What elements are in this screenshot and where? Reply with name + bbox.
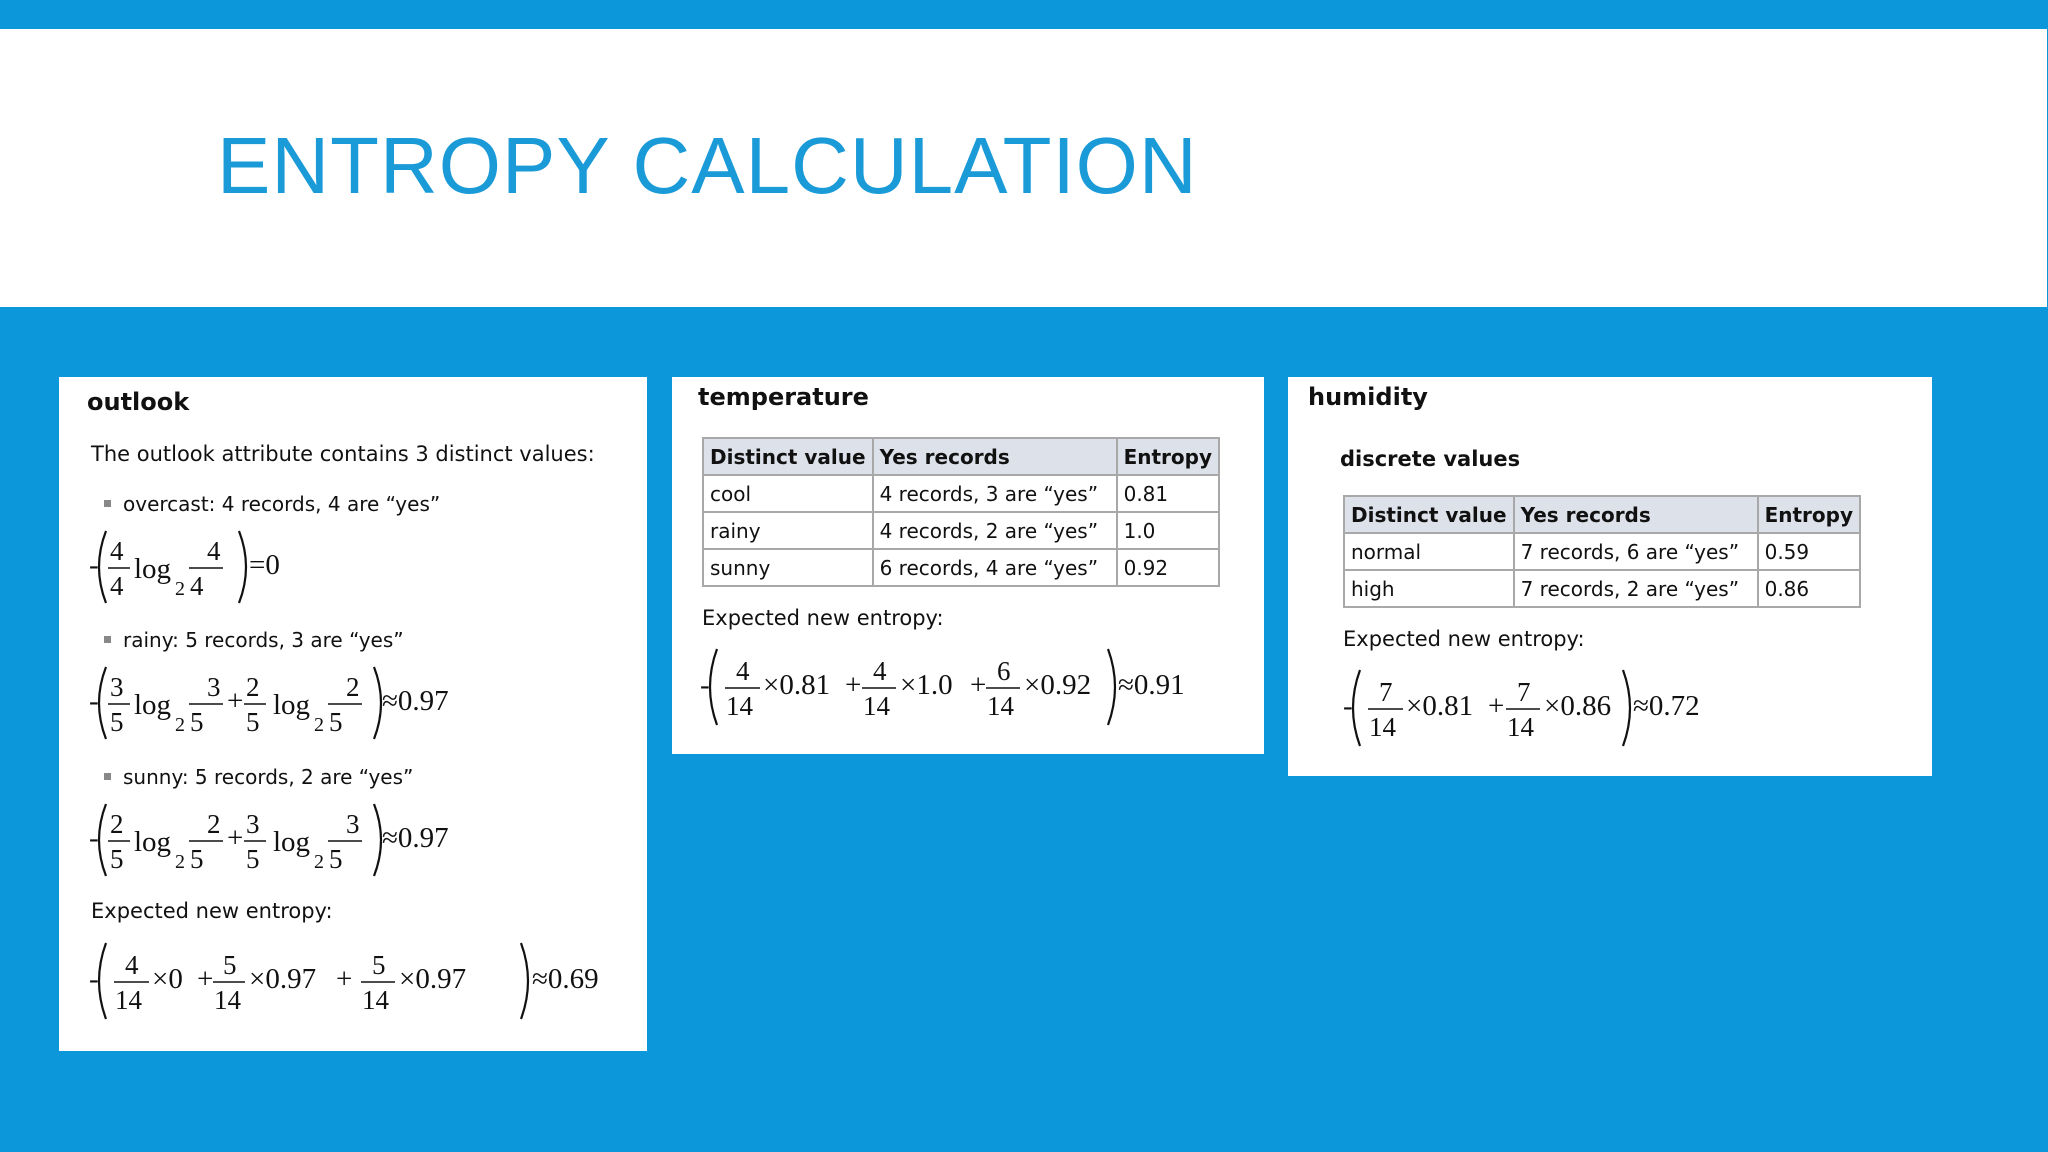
svg-text:14: 14 (863, 691, 890, 721)
column-header: Yes records (873, 438, 1117, 475)
outlook-expected-label: Expected new entropy: (91, 899, 333, 923)
svg-text:+: + (336, 963, 353, 995)
outlook-intro: The outlook attribute contains 3 distinct values: (91, 442, 595, 466)
svg-text:6: 6 (997, 656, 1011, 686)
column-header: Entropy (1117, 438, 1219, 475)
svg-text:-: - (1343, 690, 1353, 722)
svg-text:2: 2 (175, 851, 185, 873)
svg-text:5: 5 (372, 950, 386, 980)
temperature-panel (672, 377, 1264, 754)
svg-text:3: 3 (246, 809, 260, 839)
bullet-icon (104, 636, 111, 643)
svg-text:14: 14 (115, 985, 142, 1015)
svg-text:4: 4 (110, 571, 124, 601)
table-cell: 0.81 (1117, 475, 1219, 512)
svg-text:4: 4 (873, 656, 887, 686)
svg-text:+: + (845, 669, 862, 701)
table-cell: normal (1344, 533, 1514, 570)
formula-temperature-expected (700, 645, 1200, 729)
table-cell: high (1344, 570, 1514, 607)
svg-text:×1.0: ×1.0 (900, 669, 953, 701)
svg-text:×0.97: ×0.97 (399, 963, 467, 995)
svg-text:log: log (273, 689, 311, 721)
svg-text:=0: =0 (249, 549, 280, 581)
svg-text:2: 2 (314, 851, 324, 873)
svg-text:14: 14 (362, 985, 389, 1015)
table-cell: rainy (703, 512, 873, 549)
svg-text:×0: ×0 (152, 963, 183, 995)
svg-text:4: 4 (110, 536, 124, 566)
table-cell: 7 records, 6 are “yes” (1514, 533, 1758, 570)
svg-text:≈0.97: ≈0.97 (382, 685, 449, 717)
table-header-row (1344, 496, 1860, 533)
svg-text:+: + (1488, 690, 1505, 722)
svg-text:+: + (197, 963, 214, 995)
table-cell: 0.86 (1758, 570, 1860, 607)
table-row (1344, 533, 1860, 570)
svg-text:+: + (227, 822, 244, 854)
humidity-expected-label: Expected new entropy: (1343, 627, 1585, 651)
svg-text:×0.81: ×0.81 (763, 669, 831, 701)
temperature-title: temperature (698, 383, 869, 411)
svg-text:5: 5 (190, 707, 204, 737)
svg-text:-: - (700, 669, 710, 701)
svg-text:7: 7 (1517, 677, 1531, 707)
humidity-panel (1288, 377, 1932, 776)
svg-text:14: 14 (726, 691, 753, 721)
svg-text:5: 5 (110, 844, 124, 874)
svg-text:5: 5 (190, 844, 204, 874)
table-cell: 4 records, 3 are “yes” (873, 475, 1117, 512)
svg-text:4: 4 (190, 571, 204, 601)
svg-text:-: - (89, 549, 99, 581)
formula-sunny (89, 800, 489, 880)
svg-text:log: log (134, 826, 172, 858)
table-row (703, 512, 1219, 549)
column-header: Distinct value (1344, 496, 1514, 533)
humidity-title: humidity (1308, 383, 1428, 411)
svg-text:2: 2 (246, 672, 260, 702)
svg-text:log: log (134, 553, 172, 585)
svg-text:log: log (134, 689, 172, 721)
svg-text:≈0.97: ≈0.97 (382, 822, 449, 854)
column-header: Distinct value (703, 438, 873, 475)
svg-text:14: 14 (1507, 712, 1534, 742)
svg-text:4: 4 (125, 950, 139, 980)
table-cell: 0.59 (1758, 533, 1860, 570)
svg-text:×0.86: ×0.86 (1544, 690, 1612, 722)
svg-text:2: 2 (346, 672, 360, 702)
svg-text:5: 5 (246, 844, 260, 874)
svg-text:3: 3 (346, 809, 360, 839)
svg-text:2: 2 (110, 809, 124, 839)
table-cell: 4 records, 2 are “yes” (873, 512, 1117, 549)
svg-text:14: 14 (987, 691, 1014, 721)
svg-text:5: 5 (223, 950, 237, 980)
svg-text:3: 3 (110, 672, 124, 702)
outlook-panel (59, 377, 647, 1051)
table-header-row (703, 438, 1219, 475)
svg-text:14: 14 (214, 985, 241, 1015)
svg-text:≈0.91: ≈0.91 (1118, 669, 1185, 701)
temperature-table (702, 437, 1220, 587)
svg-text:2: 2 (207, 809, 221, 839)
svg-text:5: 5 (329, 844, 343, 874)
temperature-expected-label: Expected new entropy: (702, 606, 944, 630)
bullet-sunny: sunny: 5 records, 2 are “yes” (104, 765, 413, 789)
svg-text:-: - (89, 822, 99, 854)
bullet-icon (104, 773, 111, 780)
formula-overcast (89, 527, 329, 607)
svg-text:4: 4 (736, 656, 750, 686)
slide-header (0, 29, 2047, 307)
column-header: Entropy (1758, 496, 1860, 533)
bullet-icon (104, 500, 111, 507)
svg-text:3: 3 (207, 672, 221, 702)
table-cell: 1.0 (1117, 512, 1219, 549)
svg-text:≈0.72: ≈0.72 (1633, 690, 1700, 722)
table-cell: 0.92 (1117, 549, 1219, 586)
table-cell: 6 records, 4 are “yes” (873, 549, 1117, 586)
svg-text:log: log (273, 826, 311, 858)
svg-text:2: 2 (175, 714, 185, 736)
svg-text:2: 2 (314, 714, 324, 736)
svg-text:×0.97: ×0.97 (249, 963, 317, 995)
svg-text:2: 2 (175, 578, 185, 600)
svg-text:+: + (227, 685, 244, 717)
top-accent-bar (0, 0, 2048, 29)
bullet-rainy: rainy: 5 records, 3 are “yes” (104, 628, 404, 652)
column-header: Yes records (1514, 496, 1758, 533)
formula-outlook-expected (89, 939, 599, 1023)
formula-humidity-expected (1343, 666, 1763, 750)
formula-rainy (89, 663, 489, 743)
humidity-table (1343, 495, 1861, 608)
svg-text:≈0.69: ≈0.69 (532, 963, 599, 995)
table-cell: 7 records, 2 are “yes” (1514, 570, 1758, 607)
bullet-overcast: overcast: 4 records, 4 are “yes” (104, 492, 440, 516)
svg-text:5: 5 (110, 707, 124, 737)
table-cell: cool (703, 475, 873, 512)
table-row (703, 549, 1219, 586)
svg-text:14: 14 (1369, 712, 1396, 742)
svg-text:5: 5 (246, 707, 260, 737)
table-row (703, 475, 1219, 512)
svg-text:-: - (89, 963, 99, 995)
svg-text:-: - (89, 685, 99, 717)
table-row (1344, 570, 1860, 607)
svg-text:×0.92: ×0.92 (1024, 669, 1092, 701)
svg-text:4: 4 (207, 536, 221, 566)
table-cell: sunny (703, 549, 873, 586)
svg-text:×0.81: ×0.81 (1406, 690, 1474, 722)
svg-text:+: + (970, 669, 987, 701)
humidity-subtitle: discrete values (1340, 447, 1521, 471)
outlook-title: outlook (87, 388, 190, 416)
svg-text:5: 5 (329, 707, 343, 737)
svg-text:7: 7 (1379, 677, 1393, 707)
slide-title: ENTROPY CALCULATION (217, 121, 1198, 210)
